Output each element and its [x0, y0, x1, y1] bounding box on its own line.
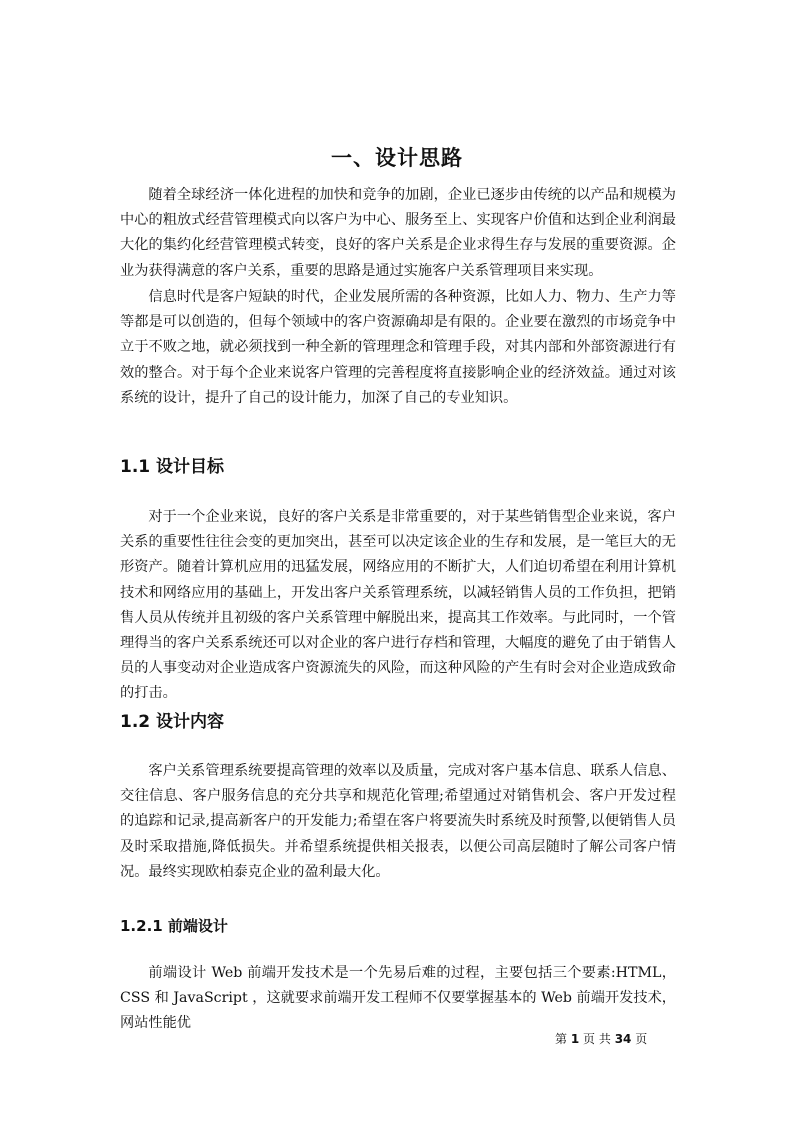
section-1-1-paragraph: 对于一个企业来说，良好的客户关系是非常重要的，对于某些销售型企业来说，客户关系的重要性往往会变的更加突出，甚至可以决定该企业的生存和发展，是一笔巨大的无形资产。随着计算机应用的迅猛发展，网络应用的不断扩大，人们迫切希望在利用计算机技术和网络应用的基础上，开发出客户关系管理系统，以减轻销售人员的工作负担，把销售人员从传统并且初级的客户关系管理中解脱出来，提高其工作效率。与此同时，一个管理得当的客户关系系统还可以对企业的客户进行存档和管理，大幅度的避免了由于销售人员的人事变动对企业造成客户资源流失的风险，而这种风险的产生有时会对企业造成致命的打击。 — [120, 509, 676, 702]
section-heading-1-1: 1.1 设计目标 — [120, 457, 225, 477]
section-1-2-1-paragraph: 前端设计 Web 前端开发技术是一个先易后难的过程，主要包括三个要素:HTML，CSS 和 JavaScript ，这就要求前端开发工程师不仅要掌握基本的 Web 前端开发技术，网站性能优 — [120, 965, 676, 1032]
footer-current-page: 1 — [570, 1032, 580, 1046]
page-title: 一、设计思路 — [331, 146, 463, 171]
intro-paragraph-1: 随着全球经济一体化进程的加快和竞争的加剧，企业已逐步由传统的以产品和规模为中心的粗放式经营管理模式向以客户为中心、服务至上、实现客户价值和达到企业利润最大化的集约化经营管理模式转变，良好的客户关系是企业求得生存与发展的重要资源。企业为获得满意的客户关系，重要的思路是通过实施客户关系管理项目来实现。 — [120, 187, 676, 279]
section-1-2-paragraph: 客户关系管理系统要提高管理的效率以及质量，完成对客户基本信息、联系人信息、交往信息、客户服务信息的充分共享和规范化管理;希望通过对销售机会、客户开发过程的追踪和记录,提高新客户的开发能力;希望在客户将要流失时系统及时预警,以便销售人员及时采取措施,降低损失。并希望系统提供相关报表，以便公司高层随时了解公司客户情况。最终实现欧柏泰克企业的盈利最大化。 — [120, 763, 676, 880]
footer-prefix: 第 — [555, 1032, 568, 1046]
page-footer — [555, 1030, 647, 1047]
section-heading-1-2: 1.2 设计内容 — [120, 712, 225, 732]
footer-suffix: 页 — [635, 1032, 648, 1046]
section-heading-1-2-1: 1.2.1 前端设计 — [120, 917, 228, 935]
footer-middle: 页 共 — [583, 1032, 611, 1046]
footer-total-pages: 34 — [614, 1032, 632, 1046]
intro-paragraph-2: 信息时代是客户短缺的时代，企业发展所需的各种资源，比如人力、物力、生产力等等都是可以创造的，但每个领域中的客户资源确却是有限的。企业要在激烈的市场竞争中立于不败之地，就必须找到一种全新的管理理念和管理手段，对其内部和外部资源进行有效的整合。对于每个企业来说客户管理的完善程度将直接影响企业的经济效益。通过对该系统的设计，提升了自己的设计能力，加深了自己的专业知识。 — [120, 289, 676, 406]
